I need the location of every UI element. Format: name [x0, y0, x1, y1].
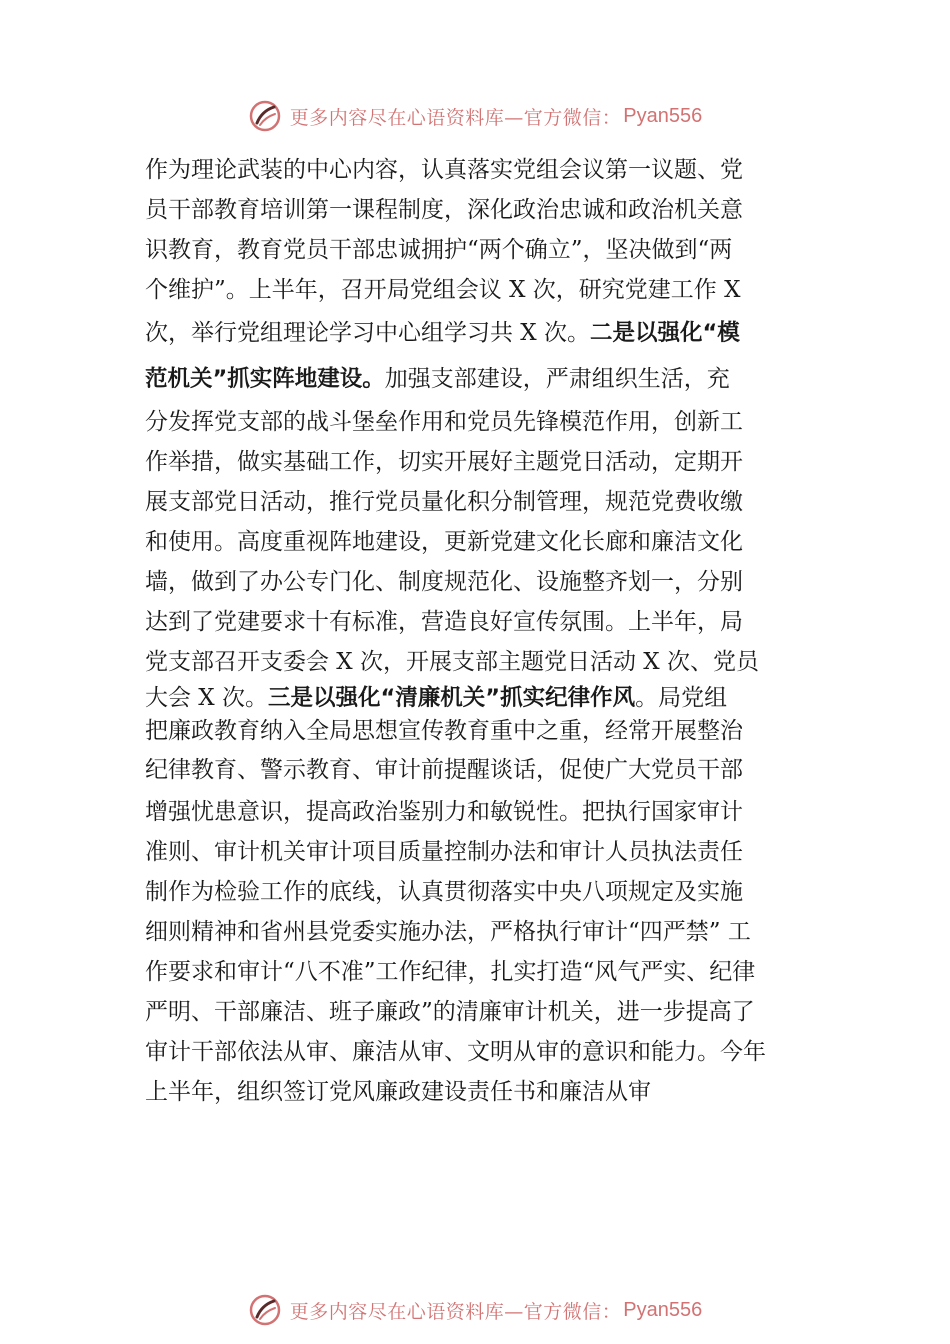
- body-line: 作为理论武装的中心内容，认真落实党组会议第一议题、党: [145, 157, 743, 183]
- bold-heading-three: 三是以强化“清廉机关”抓实纪律作风: [268, 685, 636, 711]
- body-line: 增强忧患意识，提高政治鉴别力和敏锐性。把执行国家审计: [145, 799, 743, 825]
- body-line: [145, 682, 815, 715]
- body-line: 和使用。高度重视阵地建设，更新党建文化长廊和廉洁文化: [145, 529, 743, 555]
- banner-text: 更多内容尽在心语资料库—官方微信：: [289, 1300, 622, 1323]
- document-body: [145, 150, 815, 1112]
- body-line: 作要求和审计“八不准”工作纪律，扎实打造“风气严实、纪律: [145, 959, 756, 985]
- body-line: 员干部教育培训第一课程制度，深化政治忠诚和政治机关意: [145, 197, 743, 223]
- body-line: 审计干部依法从审、廉洁从审、文明从审的意识和能力。今年: [145, 1039, 766, 1065]
- body-text: 次，举行党组理论学习中心组学习共 X 次。: [145, 320, 590, 346]
- banner-text: 更多内容尽在心语资料库—官方微信：: [289, 106, 622, 129]
- body-text: 。局党组: [635, 685, 728, 711]
- body-line: 严明、干部廉洁、班子廉政”的清廉审计机关，进一步提高了: [145, 999, 755, 1025]
- bold-heading-two: 二是以强化“模: [590, 320, 740, 346]
- body-text: 加强支部建设，严肃组织生活，充: [384, 366, 730, 392]
- body-line: 墙，做到了办公专门化、制度规范化、设施整齐划一，分别: [145, 569, 743, 595]
- body-line: 把廉政教育纳入全局思想宣传教育重中之重，经常开展整治: [145, 718, 743, 744]
- banner-wechat-handle: Pyan556: [623, 1298, 703, 1321]
- body-line: 细则精神和省州县党委实施办法，严格执行审计“四严禁” 工: [145, 919, 751, 945]
- body-line: 作举措，做实基础工作，切实开展好主题党日活动，定期开: [145, 449, 743, 475]
- bold-heading-two-cont: 范机关”抓实阵地建设。: [145, 366, 385, 392]
- header-watermark-banner: [0, 96, 950, 136]
- banner-wechat-handle: Pyan556: [623, 104, 703, 127]
- body-line: 达到了党建要求十有标准，营造良好宣传氛围。上半年，局: [145, 609, 743, 635]
- body-line: 纪律教育、警示教育、审计前提醒谈话，促使广大党员干部: [145, 757, 743, 783]
- body-line: 制作为检验工作的底线，认真贯彻落实中央八项规定及实施: [145, 879, 743, 905]
- body-line: 准则、审计机关审计项目质量控制办法和审计人员执法责任: [145, 839, 743, 865]
- logo-icon: [248, 1293, 282, 1327]
- body-text: 大会 X 次。: [145, 685, 268, 711]
- body-line: 识教育，教育党员干部忠诚拥护“两个确立”，坚决做到“两: [145, 237, 733, 263]
- footer-watermark-banner: [0, 1290, 950, 1330]
- body-line: [145, 310, 815, 356]
- logo-icon: [248, 99, 282, 133]
- body-line: 个维护”。上半年，召开局党组会议 X 次，研究党建工作 X: [145, 277, 741, 303]
- body-line: 上半年，组织签订党风廉政建设责任书和廉洁从审: [145, 1079, 651, 1105]
- body-line: 党支部召开支委会 X 次，开展支部主题党日活动 X 次、党员: [145, 649, 759, 675]
- body-line: 展支部党日活动，推行党员量化积分制管理，规范党费收缴: [145, 489, 743, 515]
- body-line: 分发挥党支部的战斗堡垒作用和党员先锋模范作用，创新工: [145, 409, 743, 435]
- body-line: [145, 356, 815, 402]
